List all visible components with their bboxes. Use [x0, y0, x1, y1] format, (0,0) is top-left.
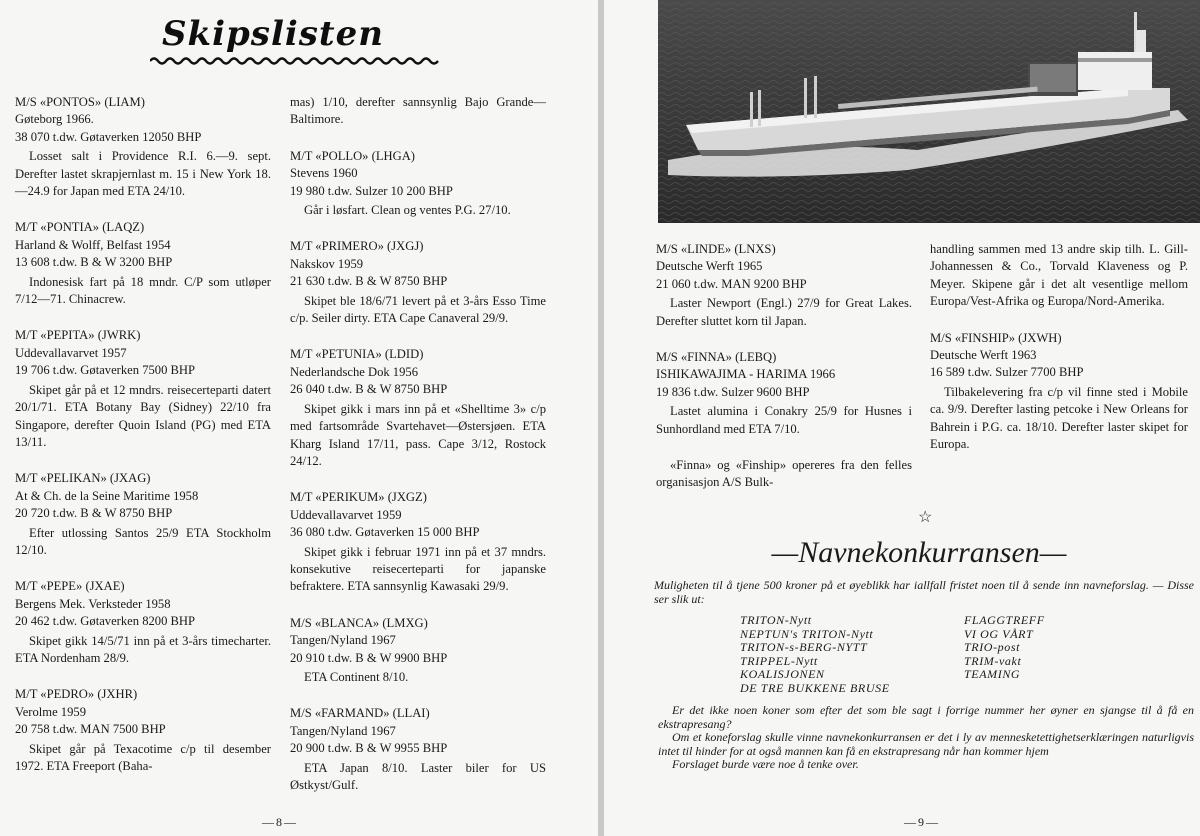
name-suggestion: DE TRE BUKKENE BRUSE: [740, 680, 890, 695]
ship-name: M/T «PEPITA» (JWRK): [15, 328, 141, 343]
name-suggestion: TRITON-s-BERG-NYTT: [740, 640, 868, 655]
ship-status: Losset salt i Providence R.I. 6.—9. sept. Derefter lastet skrapjernlast m. 15 i New York 18.—24.9 for Japan med ETA 24/10.: [15, 149, 271, 199]
right-column-2: [930, 241, 1188, 472]
page-number: —8—: [262, 815, 298, 829]
ship-status: Tilbakelevering fra c/p vil finne sted i Mobile ca. 9/9. Derefter lasting petcoke i New Orleans for Bahrein i P.G. ca. 18/10. Derefter laster skipet for Europa.: [930, 384, 1188, 452]
tonnage-engine: 19 836 t.dw. Sulzer 9600 BHP: [656, 384, 810, 399]
ship-status: Skipet går på et 12 mndrs. reisecerteparti datert 20/1/71. ETA Botany Bay (Sidney) 22/10 fra Singapore, derefter Quoin Island (PG) med ETA 13/11.: [15, 382, 271, 449]
shipyard-year: Stevens 1960: [290, 166, 358, 181]
ship-entry: [15, 219, 271, 308]
left-column-2: [290, 94, 546, 813]
ship-status: Skipet går på Texacotime c/p til desember 1972. ETA Freeport (Baha-: [15, 741, 271, 773]
ship-entry: [290, 346, 546, 470]
right-column-1: [656, 241, 912, 505]
tonnage-engine: 20 720 t.dw. B & W 8750 BHP: [15, 506, 173, 521]
name-suggestion: VI OG VÅRT: [964, 626, 1034, 641]
shipyard-year: Bergens Mek. Verksteder 1958: [15, 596, 171, 611]
ship-entry: [290, 148, 546, 220]
shipyard-year: Gøteborg 1966.: [15, 112, 94, 127]
ship-status: Skipet gikk i februar 1971 inn på et 37 mndrs. konsekutive reisecerteparti for japanske befraktere. ETA sannsynlig Kawasaki 29/9.: [290, 544, 546, 594]
contest-body: [658, 704, 1194, 772]
ship-entry: [656, 349, 912, 438]
shipyard-year: ISHIKAWAJIMA - HARIMA 1966: [656, 367, 836, 382]
ship-status: Efter utlossing Santos 25/9 ETA Stockholm 12/10.: [15, 525, 271, 557]
tonnage-engine: 36 080 t.dw. Gøtaverken 15 000 BHP: [290, 525, 480, 540]
ship-name: M/T «POLLO» (LHGA): [290, 148, 415, 163]
name-suggestion: TRIPPEL-Nytt: [740, 653, 818, 668]
ship-status: Skipet ble 18/6/71 levert på et 3-års Esso Time c/p. Seiler dirty. ETA Cape Canaveral 29/9.: [290, 293, 546, 326]
contest-title: —Navnekonkurransen—: [771, 536, 1067, 569]
continued-text: mas) 1/10, derefter sannsynlig Bajo Grande—Baltimore.: [290, 95, 546, 127]
title-underline-wave: [150, 56, 440, 66]
shipyard-year: Nederlandsche Dok 1956: [290, 364, 418, 379]
ship-name: M/T «PELIKAN» (JXAG): [15, 471, 151, 486]
name-suggestion: KOALISJONEN: [740, 667, 825, 682]
contest-intro: Muligheten til å tjene 500 kroner på et øyeblikk har iallfall fristet noen til å sende inn navneforslag. — Disse ser slik ut:: [654, 578, 1194, 606]
tonnage-engine: 20 462 t.dw. Gøtaverken 8200 BHP: [15, 614, 196, 629]
right-page: [604, 0, 1200, 836]
tonnage-engine: 19 980 t.dw. Sulzer 10 200 BHP: [290, 183, 453, 198]
entries: [930, 330, 1188, 454]
ship-name: M/T «PEPE» (JXAE): [15, 579, 125, 594]
ship-name: M/S «FARMAND» (LLAI): [290, 706, 430, 721]
left-column-1: [15, 94, 271, 794]
star-ornament: ☆: [918, 509, 933, 526]
name-suggestion: TRIM-vakt: [964, 653, 1022, 668]
shipyard-year: Uddevallavarvet 1959: [290, 507, 402, 522]
entries: [290, 148, 546, 795]
tonnage-engine: 21 060 t.dw. MAN 9200 BHP: [656, 276, 807, 291]
name-suggestions-right: [964, 614, 1045, 682]
ship-name: M/T «PEDRO» (JXHR): [15, 687, 138, 702]
name-suggestion: TEAMING: [964, 667, 1021, 682]
continued-text: handling sammen med 13 andre skip tilh. L. Gill-Johannessen & Co., Torvald Klaveness og P. Meyer. Skipene går i det alt vesentlige mellom Europa/Vest-Afrika og Europa/Nord-Amerika.: [930, 242, 1188, 309]
shipyard-year: Verolme 1959: [15, 704, 86, 719]
page-number: —9—: [904, 815, 940, 829]
ship-name: M/S «PONTOS» (LIAM): [15, 95, 145, 109]
contest-paragraph: Om et koneforslag skulle vinne navnekonkurransen er det i ly av mennesketettighetserklæringen naturligvis intet til hinder for at også mannen kan få en ekstrapresang når han kommer hjem: [658, 730, 1194, 758]
shipyard-year: Tangen/Nyland 1967: [290, 723, 396, 738]
ship-status: ETA Japan 8/10. Laster biler for US Østkyst/Gulf.: [290, 760, 546, 792]
shipyard-year: Uddevallavarvet 1957: [15, 345, 127, 360]
ship-status: Indonesisk fart på 18 mndr. C/P som utløper 7/12—71. Chinacrew.: [15, 274, 271, 307]
left-page: [0, 0, 598, 836]
tonnage-engine: 21 630 t.dw. B & W 8750 BHP: [290, 274, 448, 289]
ship-entry: [15, 327, 271, 451]
ship-name: M/T «PRIMERO» (JXGJ): [290, 239, 424, 254]
ship-name: M/T «PONTIA» (LAQZ): [15, 220, 145, 235]
name-suggestion: TRITON-Nytt: [740, 613, 812, 627]
contest-paragraph: Forslaget burde være noe å tenke over.: [672, 757, 859, 772]
ship-status: Lastet alumina i Conakry 25/9 for Husnes i Sunhordland med ETA 7/10.: [656, 404, 912, 436]
ship-entry: [15, 94, 271, 200]
shipyard-year: Nakskov 1959: [290, 256, 364, 271]
ship-entry: [15, 578, 271, 667]
ship-photo: [658, 0, 1200, 223]
ship-name: M/S «FINSHIP» (JXWH): [930, 330, 1062, 345]
shipyard-year: Harland & Wolff, Belfast 1954: [15, 237, 171, 252]
contest-paragraph: Er det ikke noen koner som efter det som ble sagt i forrige nummer her øyner en sjangse til å få en ekstrapresang?: [658, 703, 1194, 731]
entries: [656, 241, 912, 438]
page-title: Skipslisten: [162, 14, 384, 54]
name-suggestions-left: [740, 614, 890, 696]
ship-entry: [290, 615, 546, 687]
tonnage-engine: 20 910 t.dw. B & W 9900 BHP: [290, 650, 448, 665]
tonnage-engine: 19 706 t.dw. Gøtaverken 7500 BHP: [15, 363, 196, 378]
ship-name: M/S «BLANCA» (LMXG): [290, 615, 428, 630]
ship-entry: [290, 705, 546, 794]
ship-status: Går i løsfart. Clean og ventes P.G. 27/10.: [304, 203, 511, 218]
tonnage-engine: 16 589 t.dw. Sulzer 7700 BHP: [930, 365, 1084, 380]
title-block: [150, 12, 440, 64]
name-suggestion: TRIO-post: [964, 640, 1021, 655]
ship-status: ETA Continent 8/10.: [304, 669, 409, 684]
ship-entry: [290, 489, 546, 595]
shipyard-year: Tangen/Nyland 1967: [290, 633, 396, 648]
ship-name: M/S «FINNA» (LEBQ): [656, 350, 777, 365]
tonnage-engine: 26 040 t.dw. B & W 8750 BHP: [290, 382, 448, 397]
ship-status: Laster Newport (Engl.) 27/9 for Great Lakes. Derefter sluttet korn til Japan.: [656, 296, 912, 328]
name-suggestion: NEPTUN's TRITON-Nytt: [740, 626, 874, 641]
ship-entry: [290, 238, 546, 327]
shipyard-year: Deutsche Werft 1963: [930, 348, 1037, 363]
operator-note: «Finna» og «Finship» opereres fra den felles organisasjon A/S Bulk-: [656, 458, 912, 490]
shipyard-year: At & Ch. de la Seine Maritime 1958: [15, 488, 199, 503]
ship-entry: [656, 241, 912, 330]
tonnage-engine: 13 608 t.dw. B & W 3200 BHP: [15, 255, 173, 270]
ship-status: Skipet gikk i mars inn på et «Shelltime 3» c/p med fartsområde Svartehavet—Østersjøen. ETA Kharg Island 17/11, pass. Cape 3/12, Rostock 24/12.: [290, 401, 546, 468]
ship-name: M/T «PERIKUM» (JXGZ): [290, 490, 427, 505]
name-suggestion: FLAGGTREFF: [964, 613, 1045, 627]
tonnage-engine: 20 900 t.dw. B & W 9955 BHP: [290, 741, 448, 756]
tonnage-engine: 20 758 t.dw. MAN 7500 BHP: [15, 722, 166, 737]
ship-entry: [930, 330, 1188, 454]
tonnage-engine: 38 070 t.dw. Gøtaverken 12050 BHP: [15, 129, 202, 144]
ship-status: Skipet gikk 14/5/71 inn på et 3-års timecharter. ETA Nordenham 28/9.: [15, 633, 271, 665]
ship-entry: [15, 470, 271, 559]
shipyard-year: Deutsche Werft 1965: [656, 259, 763, 274]
ship-name: M/S «LINDE» (LNXS): [656, 242, 776, 256]
ship-name: M/T «PETUNIA» (LDID): [290, 347, 424, 362]
ship-entry: [15, 686, 271, 775]
